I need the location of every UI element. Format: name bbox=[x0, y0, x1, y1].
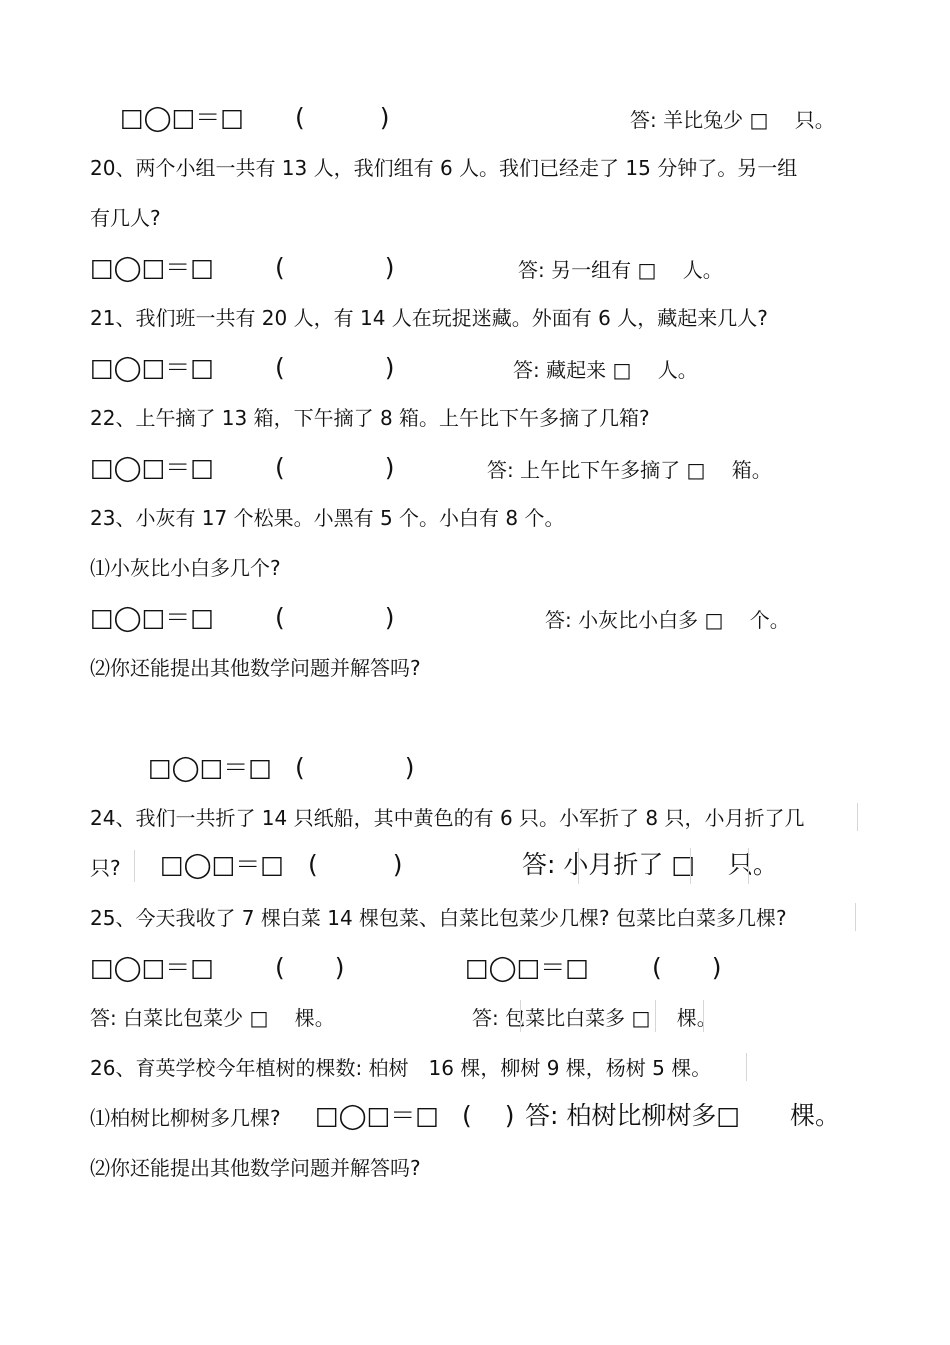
equation-template: □◯□＝□ bbox=[90, 603, 214, 632]
answer-parentheses: ( ) bbox=[462, 1101, 515, 1130]
equation-template: □◯□＝□ bbox=[315, 1101, 439, 1130]
question-26: 26、育英学校今年植树的棵数: 柏树 16 棵，柳树 9 棵，杨树 5 棵。 bbox=[90, 1056, 712, 1080]
answer-parentheses: ( ) bbox=[295, 103, 390, 132]
equation-template: □◯□＝□ bbox=[90, 353, 214, 382]
answer-parentheses: ( ) bbox=[308, 850, 403, 879]
answer-sentence: 答: 包菜比白菜多 □ 棵。 bbox=[472, 1006, 717, 1030]
answer-parentheses: ( ) bbox=[275, 353, 395, 382]
answer-sentence: 答: 白菜比包菜少 □ 棵。 bbox=[90, 1006, 335, 1030]
question-24: 24、我们一共折了 14 只纸船，其中黄色的有 6 只。小军折了 8 只，小月折了几 bbox=[90, 806, 805, 830]
answer-parentheses: ( ) bbox=[275, 253, 395, 282]
answer-parentheses: ( ) bbox=[295, 753, 415, 782]
question-20-line2: 有几人? bbox=[90, 206, 161, 230]
question-20-line1: 20、两个小组一共有 13 人，我们组有 6 人。我们已经走了 15 分钟了。另一组 bbox=[90, 156, 798, 180]
answer-parentheses: ( ) bbox=[275, 453, 395, 482]
question-23-part2: ⑵你还能提出其他数学问题并解答吗? bbox=[90, 656, 421, 680]
question-24-line2: 只? bbox=[90, 856, 121, 880]
question-22: 22、上午摘了 13 箱，下午摘了 8 箱。上午比下午多摘了几箱? bbox=[90, 406, 650, 430]
equation-template: □◯□＝□ bbox=[90, 253, 214, 282]
equation-template: □◯□＝□ bbox=[160, 850, 284, 879]
equation-template: □◯□＝□ bbox=[90, 953, 214, 982]
equation-template: □◯□＝□ bbox=[120, 103, 244, 132]
question-25: 25、今天我收了 7 棵白菜 14 棵包菜、白菜比包菜少几棵? 包菜比白菜多几棵? bbox=[90, 906, 787, 930]
answer-sentence: 答: 小灰比小白多 □ 个。 bbox=[545, 608, 790, 632]
answer-sentence: 答: 小月折了 □ 只。 bbox=[522, 850, 778, 879]
answer-sentence: 答: 上午比下午多摘了 □ 箱。 bbox=[487, 458, 772, 482]
answer-parentheses: ( ) bbox=[275, 603, 395, 632]
question-26-part2: ⑵你还能提出其他数学问题并解答吗? bbox=[90, 1156, 421, 1180]
equation-template: □◯□＝□ bbox=[148, 753, 272, 782]
question-26-part1: ⑴柏树比柳树多几棵? bbox=[90, 1106, 281, 1130]
question-21: 21、我们班一共有 20 人，有 14 人在玩捉迷藏。外面有 6 人，藏起来几人? bbox=[90, 306, 768, 330]
question-23: 23、小灰有 17 个松果。小黑有 5 个。小白有 8 个。 bbox=[90, 506, 565, 530]
answer-sentence: 答: 羊比兔少 □ 只。 bbox=[630, 108, 835, 132]
equation-template: □◯□＝□ bbox=[465, 953, 589, 982]
equation-template: □◯□＝□ bbox=[90, 453, 214, 482]
question-23-part1: ⑴小灰比小白多几个? bbox=[90, 556, 281, 580]
answer-sentence: 答: 柏树比柳树多□ 棵。 bbox=[525, 1101, 840, 1130]
answer-parentheses: ( ) bbox=[275, 953, 345, 982]
answer-sentence: 答: 藏起来 □ 人。 bbox=[513, 358, 698, 382]
answer-sentence: 答: 另一组有 □ 人。 bbox=[518, 258, 723, 282]
answer-parentheses: ( ) bbox=[652, 953, 722, 982]
